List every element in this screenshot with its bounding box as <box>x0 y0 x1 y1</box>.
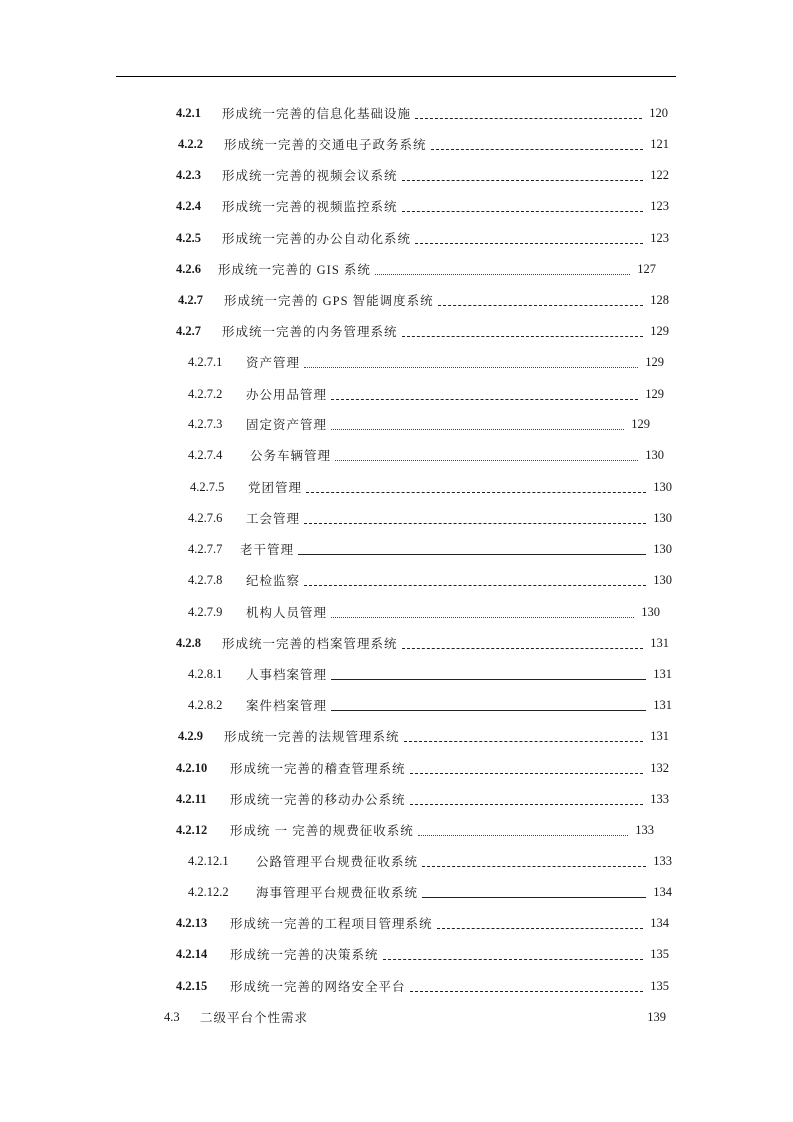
toc-page-number: 129 <box>645 386 664 401</box>
toc-page-number: 134 <box>650 915 669 930</box>
toc-entry-title: 海事管理平台规费征收系统 <box>256 886 419 900</box>
toc-leader <box>306 482 646 493</box>
toc-entry[interactable] <box>164 1007 666 1027</box>
toc-entry-title: 纪检监察 <box>246 574 301 588</box>
toc-section-number: 4.2.7 <box>178 292 203 307</box>
toc-section-number: 4.2.7.5 <box>190 479 225 494</box>
toc-page-number: 122 <box>650 167 669 182</box>
toc-entry-title: 公路管理平台规费征收系统 <box>256 855 419 869</box>
toc-page-number: 127 <box>637 261 656 276</box>
toc-entry-title: 形成统一完善的决策系统 <box>230 948 379 962</box>
toc-leader <box>404 731 643 742</box>
toc-page-number: 134 <box>653 884 672 899</box>
toc-entry[interactable] <box>176 758 669 778</box>
toc-section-number: 4.2.12.2 <box>188 884 229 899</box>
toc-entry[interactable] <box>178 134 669 154</box>
toc-page-number: 123 <box>650 230 669 245</box>
toc-section-number: 4.2.4 <box>176 198 201 213</box>
toc-leader <box>331 700 646 711</box>
toc-leader <box>437 918 643 929</box>
toc-section-number: 4.3 <box>164 1009 180 1024</box>
toc-entry-title: 工会管理 <box>246 512 301 526</box>
toc-leader <box>402 201 643 212</box>
toc-entry[interactable] <box>178 290 669 310</box>
toc-leader <box>410 763 643 774</box>
toc-entry[interactable] <box>176 165 669 185</box>
toc-entry[interactable] <box>176 321 669 341</box>
toc-entry[interactable] <box>176 976 669 996</box>
toc-leader <box>335 450 638 461</box>
toc-page-number: 129 <box>645 354 664 369</box>
toc-leader <box>431 139 643 150</box>
toc-entry[interactable] <box>188 414 650 434</box>
toc-section-number: 4.2.7.9 <box>188 604 223 619</box>
toc-section-number: 4.2.8 <box>176 635 201 650</box>
toc-section-number: 4.2.7.8 <box>188 572 223 587</box>
toc-page-number: 130 <box>653 541 672 556</box>
toc-page-number: 130 <box>641 604 660 619</box>
toc-entry[interactable] <box>188 445 664 465</box>
toc-page-number: 131 <box>650 728 669 743</box>
toc-entry[interactable] <box>176 820 654 840</box>
toc-entry[interactable] <box>188 695 672 715</box>
toc-entry[interactable] <box>176 944 669 964</box>
toc-entry-title: 形成统一完善的移动办公系统 <box>230 793 406 807</box>
toc-entry[interactable] <box>176 103 668 123</box>
toc-entry[interactable] <box>188 882 672 902</box>
toc-entry-title: 机构人员管理 <box>246 606 328 620</box>
toc-section-number: 4.2.15 <box>176 978 208 993</box>
toc-entry-title: 形成统一完善的 GPS 智能调度系统 <box>224 294 434 308</box>
toc-entry-title: 形成统一完善的交通电子政务系统 <box>224 138 427 152</box>
toc-section-number: 4.2.11 <box>176 791 207 806</box>
toc-page-number: 128 <box>650 292 669 307</box>
toc-entry-title: 人事档案管理 <box>246 668 328 682</box>
toc-entry-title: 老干管理 <box>240 543 295 557</box>
toc-entry[interactable] <box>176 789 669 809</box>
toc-entry[interactable] <box>188 384 664 404</box>
toc-entry-title: 形成统一完善的网络安全平台 <box>230 980 406 994</box>
toc-entry[interactable] <box>188 539 672 559</box>
header-rule <box>116 76 676 77</box>
toc-entry-title: 形成统 一 完善的规费征收系统 <box>230 824 414 838</box>
toc-page-number: 135 <box>650 978 669 993</box>
toc-entry-title: 形成统一完善的 GIS 系统 <box>218 263 371 277</box>
toc-entry-title: 二级平台个性需求 <box>200 1011 309 1025</box>
toc-entry-title: 形成统一完善的工程项目管理系统 <box>230 917 433 931</box>
toc-leader <box>375 264 630 275</box>
toc-page-number: 131 <box>650 635 669 650</box>
toc-entry[interactable] <box>188 352 664 372</box>
toc-page-number: 131 <box>653 666 672 681</box>
toc-section-number: 4.2.6 <box>176 261 201 276</box>
toc-section-number: 4.2.7.1 <box>188 354 223 369</box>
toc-leader <box>304 575 646 586</box>
toc-leader <box>422 856 646 867</box>
toc-section-number: 4.2.14 <box>176 946 208 961</box>
toc-leader <box>402 638 643 649</box>
toc-section-number: 4.2.8.2 <box>188 697 223 712</box>
toc-section-number: 4.2.12.1 <box>188 853 229 868</box>
toc-page-number: 121 <box>650 136 669 151</box>
toc-section-number: 4.2.7.7 <box>188 541 223 556</box>
toc-entry[interactable] <box>176 196 669 216</box>
toc-entry-title: 形成统一完善的档案管理系统 <box>222 637 398 651</box>
toc-entry[interactable] <box>190 477 672 497</box>
toc-page-number: 139 <box>647 1009 666 1024</box>
toc-entry[interactable] <box>188 508 672 528</box>
toc-section-number: 4.2.7.2 <box>188 386 223 401</box>
toc-leader <box>418 825 628 836</box>
toc-page-number: 130 <box>645 447 664 462</box>
toc-entry[interactable] <box>188 664 672 684</box>
toc-leader <box>415 108 642 119</box>
toc-leader <box>298 544 646 555</box>
toc-entry[interactable] <box>188 570 672 590</box>
toc-leader <box>410 981 643 992</box>
toc-leader <box>383 949 643 960</box>
toc-entry[interactable] <box>188 851 672 871</box>
toc-page-number: 133 <box>653 853 672 868</box>
toc-leader <box>422 887 646 898</box>
toc-page-number: 123 <box>650 198 669 213</box>
toc-entry[interactable] <box>176 913 669 933</box>
toc-page-number: 129 <box>631 416 650 431</box>
toc-page-number: 135 <box>650 946 669 961</box>
toc-page-number: 131 <box>653 697 672 712</box>
toc-entry-title: 形成统一完善的办公自动化系统 <box>222 232 412 246</box>
toc-entry[interactable] <box>176 633 669 653</box>
toc-section-number: 4.2.7.6 <box>188 510 223 525</box>
toc-section-number: 4.2.12 <box>176 822 208 837</box>
toc-entry[interactable] <box>178 726 669 746</box>
toc-entry-title: 公务车辆管理 <box>250 449 332 463</box>
toc-entry[interactable] <box>176 259 656 279</box>
toc-page-number: 130 <box>653 479 672 494</box>
toc-leader <box>331 669 646 680</box>
toc-section-number: 4.2.10 <box>176 760 208 775</box>
toc-section-number: 4.2.3 <box>176 167 201 182</box>
toc-entry-title: 形成统一完善的稽查管理系统 <box>230 762 406 776</box>
toc-section-number: 4.2.7.4 <box>188 447 223 462</box>
toc-leader <box>410 794 643 805</box>
toc-page-number: 133 <box>635 822 654 837</box>
toc-entry[interactable] <box>176 228 669 248</box>
toc-page-number: 129 <box>650 323 669 338</box>
toc-leader <box>402 170 643 181</box>
toc-entry-title: 形成统一完善的视频会议系统 <box>222 169 398 183</box>
toc-leader <box>331 419 624 430</box>
toc-section-number: 4.2.2 <box>178 136 203 151</box>
toc-entry-title: 形成统一完善的内务管理系统 <box>222 325 398 339</box>
toc-section-number: 4.2.9 <box>178 728 203 743</box>
toc-leader <box>438 295 643 306</box>
toc-leader <box>304 357 638 368</box>
toc-entry[interactable] <box>188 602 660 622</box>
toc-section-number: 4.2.8.1 <box>188 666 223 681</box>
toc-entry-title: 固定资产管理 <box>246 418 328 432</box>
toc-section-number: 4.2.13 <box>176 915 208 930</box>
toc-entry-title: 形成统一完善的信息化基础设施 <box>222 107 412 121</box>
toc-entry-title: 资产管理 <box>246 356 301 370</box>
toc-leader <box>331 607 634 618</box>
toc-entry-title: 形成统一完善的视频监控系统 <box>222 200 398 214</box>
toc-page-number: 130 <box>653 510 672 525</box>
toc-entry-title: 党团管理 <box>248 481 303 495</box>
toc-leader <box>312 1012 640 1022</box>
toc-entry-title: 办公用品管理 <box>246 388 328 402</box>
toc-leader <box>415 233 643 244</box>
toc-page-number: 130 <box>653 572 672 587</box>
toc-page-number: 132 <box>650 760 669 775</box>
toc-leader <box>304 513 646 524</box>
toc-section-number: 4.2.5 <box>176 230 201 245</box>
toc-section-number: 4.2.7 <box>176 323 201 338</box>
toc-leader <box>402 326 643 337</box>
toc-entry-title: 案件档案管理 <box>246 699 328 713</box>
toc-page-number: 120 <box>649 105 668 120</box>
toc-leader <box>331 389 638 400</box>
toc-page-number: 133 <box>650 791 669 806</box>
toc-section-number: 4.2.7.3 <box>188 416 223 431</box>
toc-section-number: 4.2.1 <box>176 105 201 120</box>
toc-entry-title: 形成统一完善的法规管理系统 <box>224 730 400 744</box>
